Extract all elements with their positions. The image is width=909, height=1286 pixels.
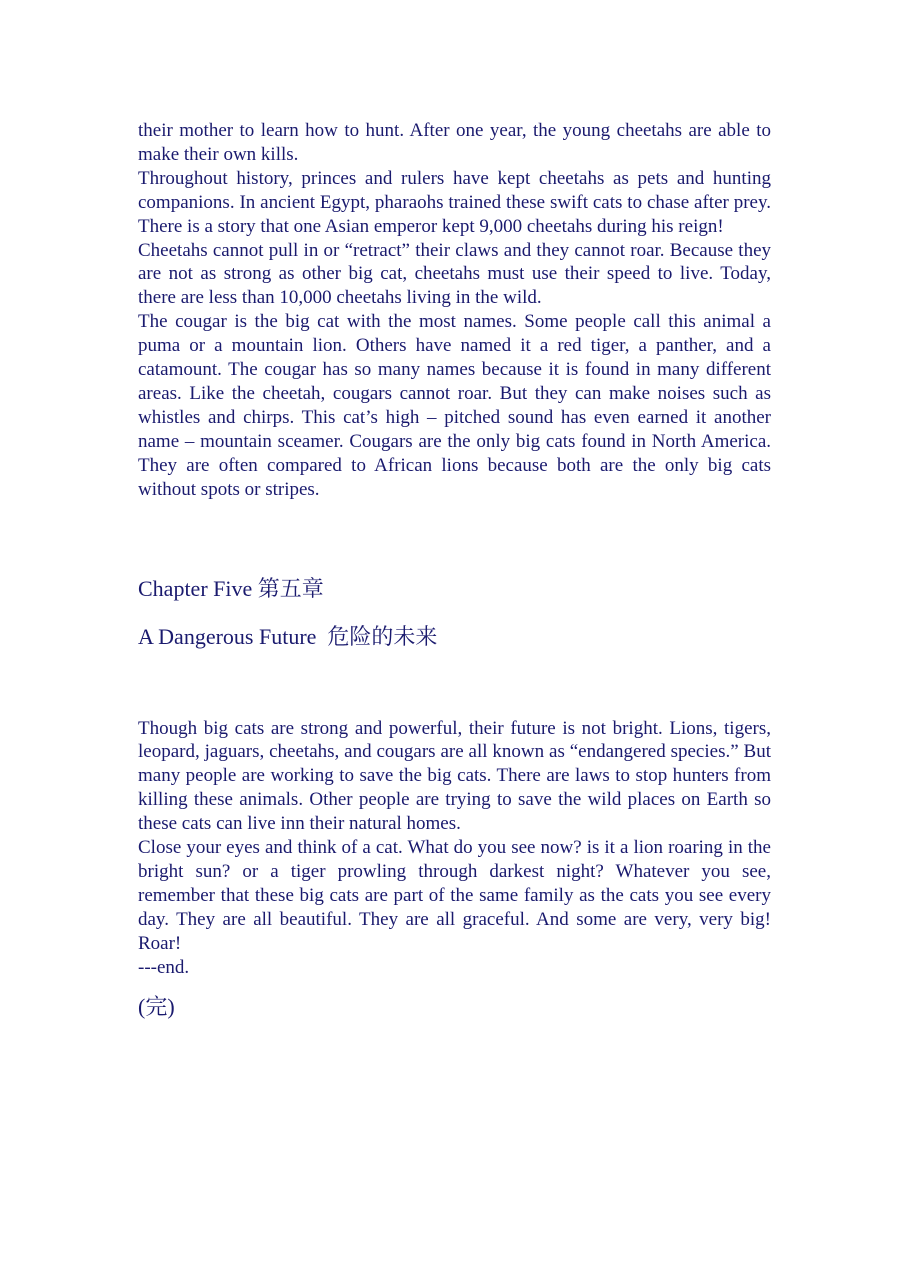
paragraph-cougar: The cougar is the big cat with the most names. Some people call this animal a puma or a mountain lion. Others have named it a red tiger, a panther, and a catamount. The cougar has so many names because it is found in many different areas. Like the cheetah, cougars cannot roar. But they can make noises such as whistles and chirps. This cat’s high – pitched sound has even earned it another name – mountain sceamer. Cougars are the only big cats found in North America. They are often compared to African lions because both are the only big cats without spots or stripes. xyxy=(138,311,771,500)
paragraph-cheetah-history: Throughout history, princes and rulers have kept cheetahs as pets and hunting companions. In ancient Egypt, pharaohs trained these swift cats to chase after prey. There is a story that one Asian emperor kept 9,000 cheetahs during his reign! xyxy=(138,167,771,237)
document-page xyxy=(138,119,771,1021)
chapter-body xyxy=(138,717,771,980)
paragraph-cheetah-cubs: their mother to learn how to hunt. After one year, the young cheetahs are able to make their own kills. xyxy=(138,120,771,165)
paragraph-close-eyes: Close your eyes and think of a cat. What do you see now? is it a lion roaring in the bright sun? or a tiger prowling through darkest night? Whatever you see, remember that these big cats are part of the same family as the cats you see every day. They are all beautiful. They are all graceful. And some are very, very big! Roar! xyxy=(138,837,771,954)
chapter-subtitle: A Dangerous Future 危险的未来 xyxy=(138,623,438,649)
chapter-title: Chapter Five 第五章 xyxy=(138,575,324,601)
paragraph-cheetah-claws: Cheetahs cannot pull in or “retract” their claws and they cannot roar. Because they are not as strong as other big cat, cheetahs must use their speed to live. Today, there are less than 10,000 cheetahs living in the wild. xyxy=(138,239,771,309)
paragraph-endangered: Though big cats are strong and powerful, their future is not bright. Lions, tigers, leopard, jaguars, cheetahs, and cougars are all known as “endangered species.” But many people are working to save the big cats. There are laws to stop hunters from killing these animals. Other people are trying to save the wild places on Earth so these cats can live inn their natural homes. xyxy=(138,717,771,835)
end-line: ---end. xyxy=(138,956,190,978)
end-mark: (完) xyxy=(138,994,175,1020)
